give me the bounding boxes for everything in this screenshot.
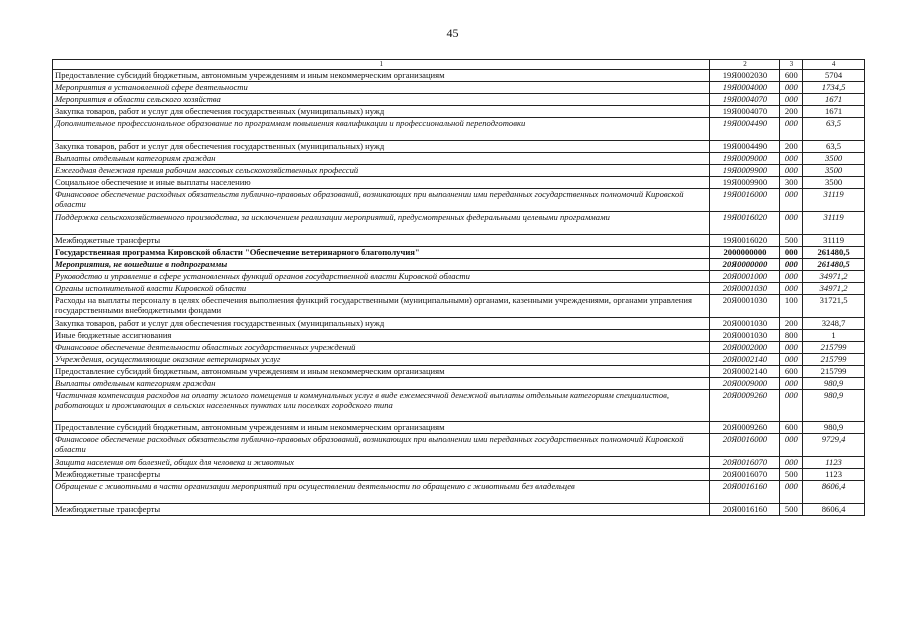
row-name-cell: Мероприятия в установленной сфере деятельности xyxy=(53,82,710,94)
row-expense-type-cell: 000 xyxy=(780,342,803,354)
page-number: 45 xyxy=(446,26,459,40)
row-expense-type-cell: 000 xyxy=(780,165,803,177)
header-col-2: 2 xyxy=(710,60,780,70)
row-code-cell: 19Я0004000 xyxy=(710,82,780,94)
header-row xyxy=(53,60,865,70)
row-expense-type-cell: 000 xyxy=(780,259,803,271)
row-name-cell: Поддержка сельскохозяйственного производства, за исключением реализации мероприятий, предусмотренных федеральными целевыми программами xyxy=(53,212,710,235)
row-amount-cell: 8606,4 xyxy=(803,481,865,504)
table-header xyxy=(53,60,865,70)
row-code-cell: 20Я0016070 xyxy=(710,457,780,469)
row-code-cell: 20Я0016160 xyxy=(710,481,780,504)
budget-table xyxy=(52,59,865,516)
table-row xyxy=(53,330,865,342)
row-code-cell: 20Я0002000 xyxy=(710,342,780,354)
row-expense-type-cell: 500 xyxy=(780,235,803,247)
row-code-cell: 19Я0009000 xyxy=(710,153,780,165)
row-expense-type-cell: 200 xyxy=(780,141,803,153)
row-amount-cell: 31119 xyxy=(803,212,865,235)
row-code-cell: 20Я0001030 xyxy=(710,330,780,342)
row-name-cell: Межбюджетные трансферты xyxy=(53,235,710,247)
row-amount-cell: 34971,2 xyxy=(803,271,865,283)
table-row xyxy=(53,283,865,295)
row-code-cell: 20Я0016160 xyxy=(710,504,780,516)
table-row xyxy=(53,153,865,165)
table-body xyxy=(53,70,865,516)
row-name-cell: Расходы на выплаты персоналу в целях обеспечения выполнения функций государственными (муниципальными) органами, казенными учреждениями, органами управления государственными внебюджетными фондами xyxy=(53,295,710,318)
row-code-cell: 20Я0000000 xyxy=(710,259,780,271)
row-amount-cell: 215799 xyxy=(803,354,865,366)
row-amount-cell: 3500 xyxy=(803,177,865,189)
table-row xyxy=(53,235,865,247)
row-expense-type-cell: 200 xyxy=(780,106,803,118)
row-amount-cell: 215799 xyxy=(803,342,865,354)
row-amount-cell: 1671 xyxy=(803,106,865,118)
row-code-cell: 20Я0009260 xyxy=(710,422,780,434)
row-code-cell: 20Я0016070 xyxy=(710,469,780,481)
table-row xyxy=(53,118,865,141)
row-name-cell: Мероприятия, не вошедшие в подпрограммы xyxy=(53,259,710,271)
row-name-cell: Предоставление субсидий бюджетным, автономным учреждениям и иным некоммерческим организациям xyxy=(53,70,710,82)
row-code-cell: 20Я0009000 xyxy=(710,378,780,390)
row-amount-cell: 980,9 xyxy=(803,390,865,422)
row-amount-cell: 1 xyxy=(803,330,865,342)
row-expense-type-cell: 800 xyxy=(780,330,803,342)
row-expense-type-cell: 000 xyxy=(780,212,803,235)
row-code-cell: 20Я0002140 xyxy=(710,354,780,366)
table-row xyxy=(53,390,865,422)
row-name-cell: Выплаты отдельным категориям граждан xyxy=(53,378,710,390)
table-row xyxy=(53,141,865,153)
row-expense-type-cell: 000 xyxy=(780,378,803,390)
table-row xyxy=(53,70,865,82)
row-expense-type-cell: 000 xyxy=(780,434,803,457)
row-amount-cell: 1734,5 xyxy=(803,82,865,94)
table-row xyxy=(53,82,865,94)
row-expense-type-cell: 000 xyxy=(780,457,803,469)
table-row xyxy=(53,189,865,212)
header-col-1: 1 xyxy=(53,60,710,70)
row-name-cell: Финансовое обеспечение деятельности областных государственных учреждений xyxy=(53,342,710,354)
row-expense-type-cell: 600 xyxy=(780,422,803,434)
row-name-cell: Руководство и управление в сфере установленных функций органов государственной власти Кировской области xyxy=(53,271,710,283)
table-row xyxy=(53,354,865,366)
row-expense-type-cell: 000 xyxy=(780,283,803,295)
header-col-4: 4 xyxy=(803,60,865,70)
row-code-cell: 19Я0004490 xyxy=(710,118,780,141)
table-row xyxy=(53,481,865,504)
row-amount-cell: 1671 xyxy=(803,94,865,106)
row-amount-cell: 63,5 xyxy=(803,118,865,141)
row-expense-type-cell: 000 xyxy=(780,189,803,212)
row-code-cell: 19Я0016000 xyxy=(710,189,780,212)
row-amount-cell: 63,5 xyxy=(803,141,865,153)
table-row xyxy=(53,259,865,271)
table-row xyxy=(53,378,865,390)
row-name-cell: Мероприятия в области сельского хозяйства xyxy=(53,94,710,106)
table-row xyxy=(53,469,865,481)
row-name-cell: Закупка товаров, работ и услуг для обеспечения государственных (муниципальных) нужд xyxy=(53,318,710,330)
row-name-cell: Защита населения от болезней, общих для человека и животных xyxy=(53,457,710,469)
row-name-cell: Закупка товаров, работ и услуг для обеспечения государственных (муниципальных) нужд xyxy=(53,141,710,153)
row-code-cell: 20Я0009260 xyxy=(710,390,780,422)
row-expense-type-cell: 000 xyxy=(780,481,803,504)
row-code-cell: 19Я0016020 xyxy=(710,235,780,247)
row-amount-cell: 3500 xyxy=(803,153,865,165)
row-expense-type-cell: 600 xyxy=(780,70,803,82)
row-amount-cell: 9729,4 xyxy=(803,434,865,457)
table-row xyxy=(53,94,865,106)
row-code-cell: 19Я0004070 xyxy=(710,94,780,106)
row-amount-cell: 3500 xyxy=(803,165,865,177)
row-name-cell: Социальное обеспечение и иные выплаты населению xyxy=(53,177,710,189)
row-expense-type-cell: 000 xyxy=(780,82,803,94)
row-code-cell: 2000000000 xyxy=(710,247,780,259)
row-name-cell: Межбюджетные трансферты xyxy=(53,504,710,516)
row-name-cell: Межбюджетные трансферты xyxy=(53,469,710,481)
table-row xyxy=(53,212,865,235)
row-amount-cell: 1123 xyxy=(803,457,865,469)
row-code-cell: 19Я0016020 xyxy=(710,212,780,235)
row-name-cell: Обращение с животными в части организации мероприятий при осуществлении деятельности по обращению с животными без владельцев xyxy=(53,481,710,504)
row-amount-cell: 980,9 xyxy=(803,422,865,434)
row-amount-cell: 5704 xyxy=(803,70,865,82)
table-row xyxy=(53,318,865,330)
row-name-cell: Закупка товаров, работ и услуг для обеспечения государственных (муниципальных) нужд xyxy=(53,106,710,118)
row-amount-cell: 215799 xyxy=(803,366,865,378)
row-amount-cell: 1123 xyxy=(803,469,865,481)
row-expense-type-cell: 000 xyxy=(780,153,803,165)
row-amount-cell: 8606,4 xyxy=(803,504,865,516)
row-name-cell: Выплаты отдельным категориям граждан xyxy=(53,153,710,165)
table-row xyxy=(53,165,865,177)
row-name-cell: Государственная программа Кировской области "Обеспечение ветеринарного благополучия" xyxy=(53,247,710,259)
table-row xyxy=(53,271,865,283)
row-amount-cell: 31721,5 xyxy=(803,295,865,318)
row-expense-type-cell: 600 xyxy=(780,366,803,378)
table-row xyxy=(53,106,865,118)
row-name-cell: Органы исполнительной власти Кировской области xyxy=(53,283,710,295)
row-expense-type-cell: 200 xyxy=(780,318,803,330)
row-name-cell: Финансовое обеспечение расходных обязательств публично-правовых образований, возникающих при выполнении ими переданных государственных полномочий Кировской области xyxy=(53,189,710,212)
row-expense-type-cell: 500 xyxy=(780,469,803,481)
row-code-cell: 20Я0002140 xyxy=(710,366,780,378)
row-expense-type-cell: 100 xyxy=(780,295,803,318)
row-amount-cell: 980,9 xyxy=(803,378,865,390)
table-row xyxy=(53,366,865,378)
row-code-cell: 20Я0001030 xyxy=(710,283,780,295)
row-code-cell: 19Я0009900 xyxy=(710,165,780,177)
row-expense-type-cell: 000 xyxy=(780,94,803,106)
row-expense-type-cell: 300 xyxy=(780,177,803,189)
table-row xyxy=(53,295,865,318)
row-name-cell: Иные бюджетные ассигнования xyxy=(53,330,710,342)
row-expense-type-cell: 000 xyxy=(780,354,803,366)
row-name-cell: Частичная компенсация расходов на оплату жилого помещения и коммунальных услуг в виде ежемесячной денежной выплаты отдельным категориям специалистов, работающих и проживающих в сельских населенных пунктах или поселках городского типа xyxy=(53,390,710,422)
row-code-cell: 19Я0002030 xyxy=(710,70,780,82)
row-code-cell: 20Я0001030 xyxy=(710,318,780,330)
header-col-3: 3 xyxy=(780,60,803,70)
table-row xyxy=(53,422,865,434)
row-amount-cell: 261480,5 xyxy=(803,259,865,271)
row-name-cell: Учреждения, осуществляющие оказание ветеринарных услуг xyxy=(53,354,710,366)
row-amount-cell: 261480,5 xyxy=(803,247,865,259)
row-expense-type-cell: 000 xyxy=(780,271,803,283)
row-name-cell: Дополнительное профессиональное образование по программам повышения квалификации и профессиональной переподготовки xyxy=(53,118,710,141)
table-row xyxy=(53,177,865,189)
row-expense-type-cell: 000 xyxy=(780,118,803,141)
row-amount-cell: 31119 xyxy=(803,235,865,247)
table-row xyxy=(53,434,865,457)
row-name-cell: Ежегодная денежная премия рабочим массовых сельскохозяйственных профессий xyxy=(53,165,710,177)
row-code-cell: 20Я0016000 xyxy=(710,434,780,457)
row-name-cell: Финансовое обеспечение расходных обязательств публично-правовых образований, возникающих при выполнении ими переданных государственных полномочий Кировской области xyxy=(53,434,710,457)
table-row xyxy=(53,247,865,259)
row-code-cell: 20Я0001000 xyxy=(710,271,780,283)
row-code-cell: 20Я0001030 xyxy=(710,295,780,318)
row-code-cell: 19Я0004070 xyxy=(710,106,780,118)
row-amount-cell: 31119 xyxy=(803,189,865,212)
row-code-cell: 19Я0009900 xyxy=(710,177,780,189)
table-row xyxy=(53,457,865,469)
row-code-cell: 19Я0004490 xyxy=(710,141,780,153)
row-name-cell: Предоставление субсидий бюджетным, автономным учреждениям и иным некоммерческим организациям xyxy=(53,366,710,378)
row-name-cell: Предоставление субсидий бюджетным, автономным учреждениям и иным некоммерческим организациям xyxy=(53,422,710,434)
table-row xyxy=(53,342,865,354)
row-amount-cell: 34971,2 xyxy=(803,283,865,295)
row-expense-type-cell: 000 xyxy=(780,247,803,259)
row-amount-cell: 3248,7 xyxy=(803,318,865,330)
row-expense-type-cell: 500 xyxy=(780,504,803,516)
row-expense-type-cell: 000 xyxy=(780,390,803,422)
table-row xyxy=(53,504,865,516)
